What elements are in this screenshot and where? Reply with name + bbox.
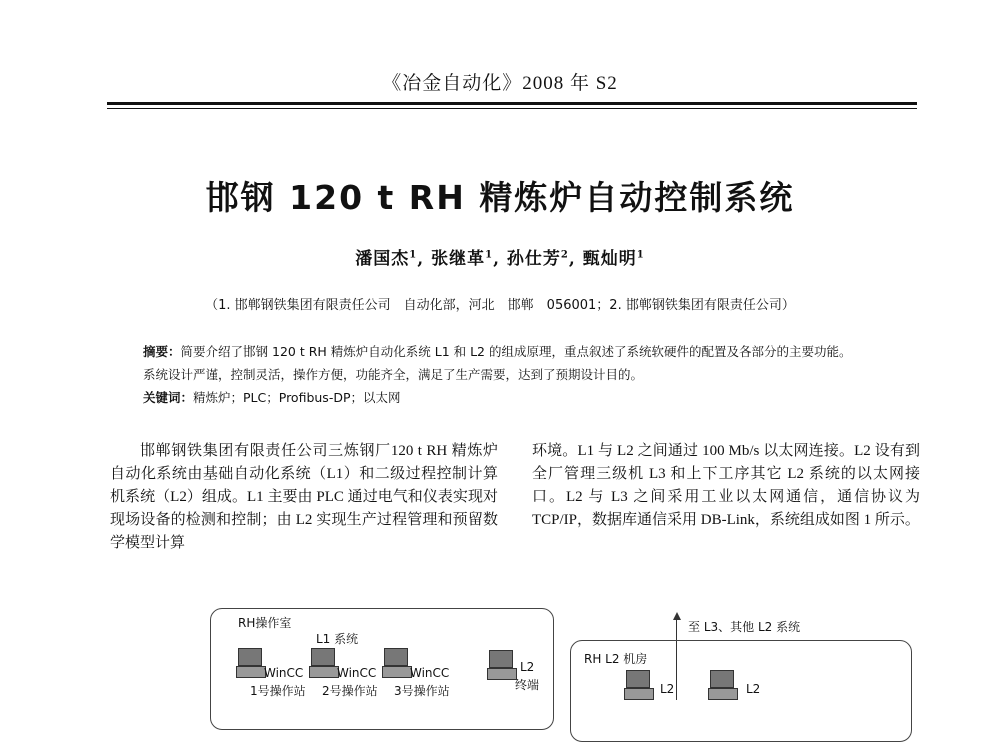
author-sep: , [493, 249, 500, 269]
author-sup: 1 [485, 249, 494, 261]
journal-header: 《冶金自动化》2008 年 S2 [382, 73, 618, 94]
computer-icon [487, 650, 515, 680]
body-column-left: 邯郸钢铁集团有限责任公司三炼钢厂120 t RH 精炼炉自动化系统由基础自动化系统（L1）和二级过程控制计算机系统（L2）组成。L1 主要由 PLC 通过电气和仪表实现对现场设备的检测和控制；由 L2 实现生产过程管理和预留数学模型计算 [110, 443, 498, 551]
station-software: WinCC [264, 666, 304, 680]
author-name: 甄灿明 [582, 249, 637, 269]
keywords-text: 精炼炉；PLC；Profibus-DP；以太网 [193, 390, 401, 405]
station-software: WinCC [410, 666, 450, 680]
header-rule-thick [107, 102, 917, 105]
abstract-block [143, 340, 863, 409]
abstract-label: 摘要： [143, 344, 181, 359]
keywords-line [143, 386, 863, 409]
computer-icon [236, 648, 264, 678]
computer-icon [309, 648, 337, 678]
l2-terminal-label: L2 [520, 660, 535, 674]
author-sup: 2 [560, 249, 569, 261]
header-rule-thin [107, 108, 917, 109]
room2-label: RH L2 机房 [584, 652, 648, 666]
author-sep: , [417, 249, 425, 269]
computer-icon [382, 648, 410, 678]
author-sep: , [568, 249, 576, 269]
author-list [0, 244, 1000, 269]
affiliation: （1. 邯郸钢铁集团有限责任公司 自动化部，河北 邯郸 056001；2. 邯郸钢铁集团有限责任公司） [205, 298, 795, 313]
to-l3-label: 至 L3、其他 L2 系统 [688, 620, 801, 634]
author-sup: 1 [409, 249, 418, 261]
l2-server-label: L2 [660, 682, 675, 696]
author-name: 孙仕芳 [506, 249, 561, 269]
l1-system-label: L1 系统 [316, 632, 359, 646]
author-name: 潘国杰 [355, 249, 410, 269]
station-software: WinCC [337, 666, 377, 680]
server-icon [624, 670, 652, 700]
abstract-text: 简要介绍了邯钢 120 t RH 精炼炉自动化系统 L1 和 L2 的组成原理，重点叙述了系统软硬件的配置及各部分的主要功能。系统设计严谨，控制灵活，操作方便，功能齐全，满足了生产需要，达到了预期设计目的。 [143, 344, 852, 382]
figure-1 [0, 598, 1000, 698]
station-label: 1号操作站 [250, 684, 306, 698]
l2-terminal-label: 终端 [515, 678, 540, 692]
l2-server-label: L2 [746, 682, 761, 696]
arrow-up-icon [673, 612, 681, 620]
abstract-paragraph [143, 340, 863, 386]
author-sup: 1 [636, 249, 645, 261]
paper-title: 邯钢 120 t RH 精炼炉自动控制系统 [205, 178, 795, 217]
server-icon [708, 670, 736, 700]
station-label: 2号操作站 [322, 684, 378, 698]
keywords-label: 关键词： [143, 390, 194, 405]
station-label: 3号操作站 [394, 684, 450, 698]
room1-label: RH操作室 [238, 616, 292, 630]
author-name: 张继革 [431, 249, 486, 269]
body-column-right: 环境。L1 与 L2 之间通过 100 Mb/s 以太网连接。L2 设有到全厂管理三级机 L3 和上下工序其它 L2 系统的以太网接口。L2 与 L3 之间采用工业以太网通信，通信协议为 TCP/IP，数据库通信采用 DB-Link，系统组成如图 1 所示。 [532, 443, 920, 528]
